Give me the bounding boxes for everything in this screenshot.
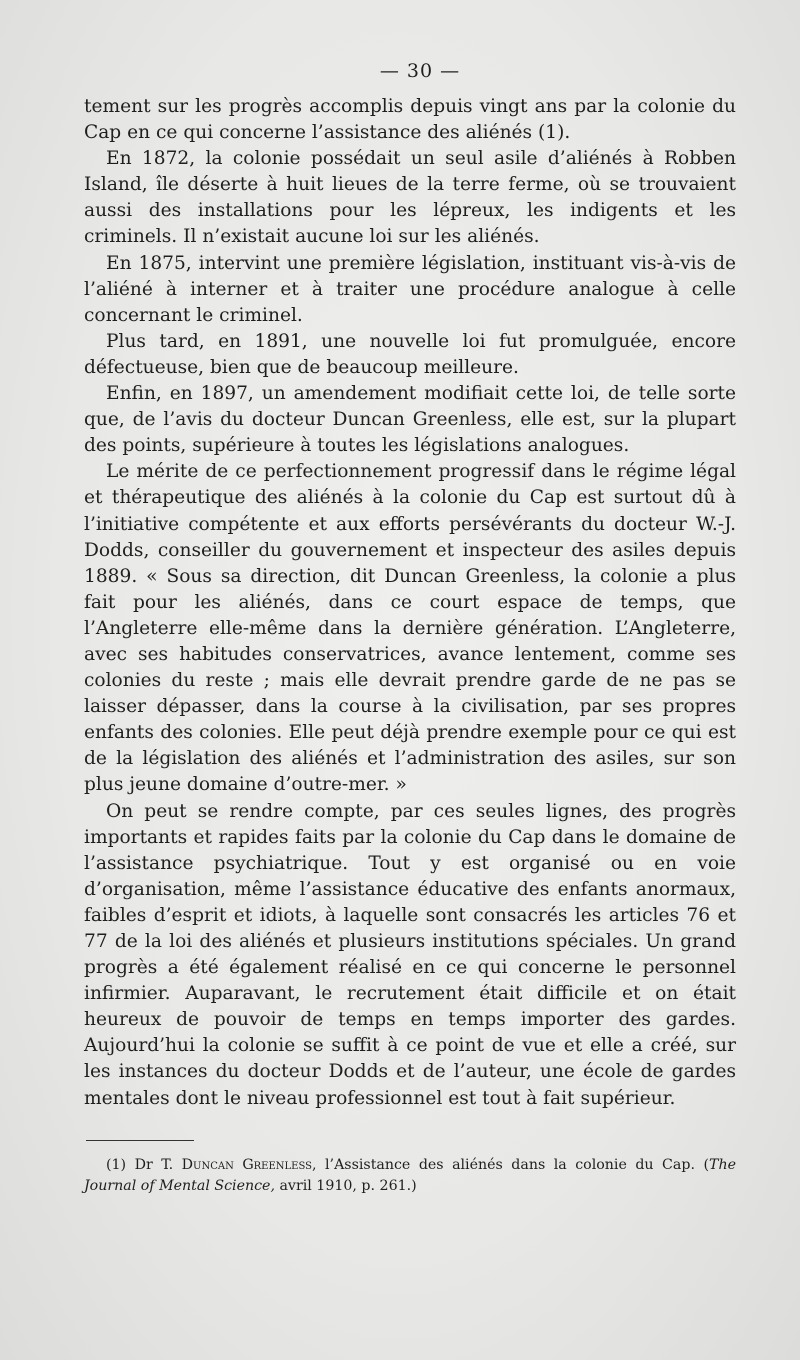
footnote-title-abbr: Dr [134, 1156, 153, 1173]
footnote-source-open: ( [703, 1156, 710, 1173]
paragraph-5: Enfin, en 1897, un amendement modifiait cette loi, de telle sorte que, de l’avis du docteur Duncan Greenless, elle est, sur la plupart des points, supérieure à toutes les législations analogues. [84, 383, 736, 457]
footnote-title: l’Assistance des aliénés dans la colonie du Cap. [325, 1156, 695, 1173]
paragraph-7: On peut se rendre compte, par ces seules lignes, des progrès importants et rapides faits par la colonie du Cap dans le domaine de l’assistance psychiatrique. Tout y est organisé ou en voie d’organisation, même l’assistance éducative des enfants anormaux, faibles d’esprit et idiots, à laquelle sont consacrés les articles 76 et 77 de la loi des aliénés et plusieurs institutions spéciales. Un grand progrès a été également réalisé en ce qui concerne le personnel infirmier. Auparavant, le recrutement était difficile et on était heureux de pouvoir de temps en temps importer des gardes. Aujourd’hui la colonie se suffit à ce point de vue et elle a créé, sur les instances du docteur Dodds et de l’auteur, une école de gardes mentales dont le niveau professionnel est tout à fait supérieur. [84, 800, 736, 1109]
paragraph-4: Plus tard, en 1891, une nouvelle loi fut promulguée, encore défectueuse, bien que de beaucoup meilleure. [84, 330, 736, 378]
footnote-divider [86, 1140, 194, 1141]
footnote-date: avril 1910, p. 261.) [279, 1177, 417, 1194]
paragraph-6: Le mérite de ce perfectionnement progressif dans le régime légal et thérapeutique des aliénés à la colonie du Cap est surtout dû à l’initiative compétente et aux efforts persévérants du docteur W.-J. Dodds, conseiller du gouvernement et inspecteur des asiles depuis 1889. « Sous sa direction, dit Duncan Greenless, la colonie a plus fait pour les aliénés, dans ce court espace de temps, que l’Angleterre elle-même dans la dernière génération. L’Angleterre, avec ses habitudes conservatrices, avance lentement, comme ses colonies du reste ; mais elle devrait prendre garde de ne pas se laisser dépasser, dans la course à la civilisation, par ses propres enfants des colonies. Elle peut déjà prendre exemple pour ce qui est de la législation des aliénés et l’administration des asiles, sur son plus jeune domaine d’outre-mer. » [84, 461, 736, 796]
body-text [84, 94, 736, 1112]
footnote-marker: (1) [106, 1156, 127, 1173]
footnote [84, 1155, 736, 1197]
page-number: — 30 — [379, 60, 461, 82]
footnote-author: T. Duncan Greenless, [161, 1156, 317, 1173]
footnote-journal: The Journal of Mental Science, [84, 1156, 737, 1194]
paragraph-3: En 1875, intervint une première législation, instituant vis-à-vis de l’aliéné à interner et à traiter une procédure analogue à celle concernant le criminel. [84, 252, 736, 326]
paragraph-1: tement sur les progrès accomplis depuis vingt ans par la colonie du Cap en ce qui concerne l’assistance des aliénés (1). [84, 96, 736, 144]
paragraph-2: En 1872, la colonie possédait un seul asile d’aliénés à Robben Island, île déserte à huit lieues de la terre ferme, où se trouvaient aussi des installations pour les lépreux, les indigents et les criminels. Il n’existait aucune loi sur les aliénés. [84, 148, 736, 248]
document-page [84, 56, 736, 1197]
